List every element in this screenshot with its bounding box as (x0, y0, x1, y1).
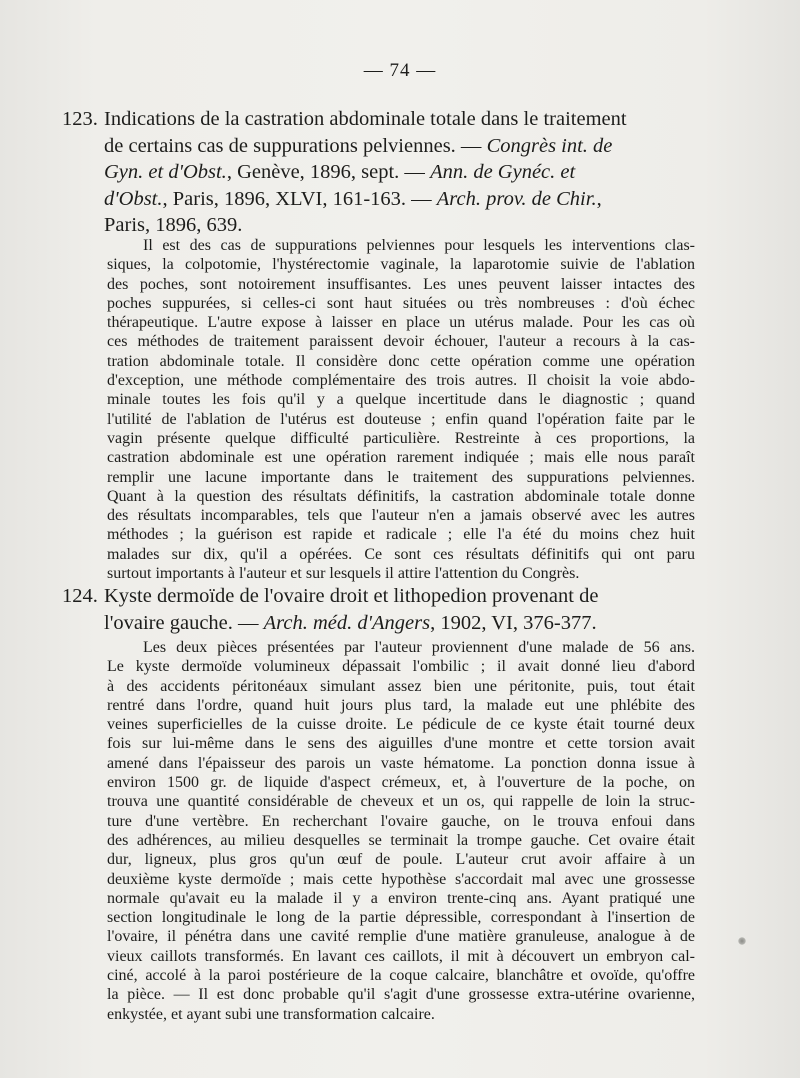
body-line: Il est des cas de suppurations pelviennes pour lesquels les interventions clas- (143, 237, 695, 254)
body-line: Les deux pièces présentées par l'auteur proviennent d'une malade de 56 ans. (143, 639, 695, 656)
body-line: à des accidents péritonéaux simulant assez bien une péritonite, puis, tout était (107, 677, 695, 695)
body-line: la pièce. — Il est donc probable qu'il s'agit d'une grossesse extra-utérine ovarienne, (107, 986, 695, 1004)
body-line: Le kyste dermoïde volumineux dépassait l'ombilic ; il avait donné lieu d'abord (107, 658, 695, 676)
entry-123-number: 123. (62, 108, 98, 130)
body-line: méthodes ; la guérison est rapide et radicale ; elle l'a été du moins chez huit (107, 526, 695, 544)
body-line: deuxième kyste dermoïde ; mais cette hypothèse s'accordait mal avec une grossesse (107, 870, 695, 888)
body-line: ces méthodes de traitement paraissent devoir échouer, l'auteur a recours à la cas- (107, 333, 695, 351)
body-line: Quant à la question des résultats définitifs, la castration abdominale totale donne (107, 487, 695, 505)
entry-123-title-line-1: 123. Indications de la castration abdominale totale dans le traitement (104, 106, 704, 133)
body-line: castration abdominale est une opération rarement indiquée ; mais elle nous paraît (107, 449, 695, 467)
body-line: remplir une lacune importante dans le traitement des suppurations pelviennes. (107, 468, 695, 486)
entry-123-abstract (107, 236, 695, 583)
body-line: vieux caillots transformés. En lavant ces caillots, il mit à découvert un embryon cal- (107, 947, 695, 965)
body-line: tration abdominale totale. Il considère donc cette opération comme une opération (107, 352, 695, 370)
entry-123-title-line-2: de certains cas de suppurations pelviennes. — Congrès int. de (104, 134, 613, 157)
citation-arch-med-angers: Arch. méd. d'Angers (263, 611, 431, 634)
body-line: des poches, sont notoirement insuffisantes. Les unes peuvent laisser intactes des (107, 275, 695, 293)
body-line: ture d'une vertèbre. En recherchant l'ovaire gauche, on le trouva enfoui dans (107, 812, 695, 830)
body-line: surtout importants à l'auteur et sur lesquels il attire l'attention du Congrès. (107, 565, 580, 583)
body-line: amené dans l'épaisseur des parois un vaste hématome. La ponction donna issue à (107, 754, 695, 772)
citation-congres: Congrès int. de (486, 134, 613, 157)
entry-124-abstract (107, 638, 695, 1024)
body-line: ciné, accolé à la paroi postérieure de la coque calcaire, blanchâtre et ovoïde, qu'offre (107, 967, 695, 985)
citation-obst: d'Obst. (104, 187, 163, 210)
entry-124-title-line-1: 124. Kyste dermoïde de l'ovaire droit et lithopedion provenant de (104, 583, 704, 610)
body-line: trouva une quantité considérable de cheveux et un os, qui rappelle de loin la struc- (107, 793, 695, 811)
body-line: poches suppurées, si celles-ci sont haut situées ou très nombreuses : d'où échec (107, 294, 695, 312)
citation-gyn-obst: Gyn. et d'Obst. (104, 161, 227, 183)
body-line: veines superficielles de la cuisse droite. Le pédicule de ce kyste était tourné deux (107, 716, 695, 734)
body-line: l'utilité de l'ablation de l'utérus est douteuse ; enfin quand l'opération faite par le (107, 410, 695, 428)
entry-124-number: 124. (62, 585, 98, 607)
body-line: enkystée, et ayant subi une transformation calcaire. (107, 1005, 435, 1023)
body-line: d'exception, une méthode complémentaire des trois autres. Il choisit la voie abdo- (107, 372, 695, 390)
paper-speck (738, 937, 746, 945)
citation-arch-prov: Arch. prov. de Chir. (436, 187, 597, 210)
body-line: des résultats incomparables, tels que l'auteur n'en a jamais observé avec les autres (107, 507, 695, 525)
body-line: fois sur lui-même dans le sens des aiguilles d'une montre et cette torsion avait (107, 735, 695, 753)
page-number: — 74 — (363, 60, 437, 81)
body-line: rentré dans l'ordre, quand huit jours plus tard, la malade eut une phlébite des (107, 696, 695, 714)
citation-ann-gynec: Ann. de Gynéc. et (430, 161, 576, 183)
entry-124-title (62, 583, 704, 636)
entry-124-title-line-2: l'ovaire gauche. — Arch. méd. d'Angers, 1902, VI, 376-377. (104, 611, 597, 634)
entry-123-title-line-4: d'Obst., Paris, 1896, XLVI, 161-163. — Arch. prov. de Chir., (104, 187, 602, 210)
body-line: dur, ligneux, plus gros qu'un œuf de poule. L'auteur crut avoir affaire à un (107, 851, 695, 869)
entry-123-title-line-3: Gyn. et d'Obst., Genève, 1896, sept. — Ann. de Gynéc. et (104, 161, 576, 183)
body-line: section longitudinale le long de la partie dépressible, correspondant à l'insertion de (107, 909, 695, 927)
body-line: l'ovaire, il pénétra dans une cavité remplie d'une matière granuleuse, analogue à de (107, 928, 695, 946)
body-line: thérapeutique. L'autre expose à laisser en place un utérus malade. Pour les cas où (107, 314, 695, 332)
body-line: environ 1500 gr. de liquide d'aspect crémeux, et, à l'ouverture de la poche, on (107, 774, 695, 792)
body-line: malades sur dix, qu'il a opérées. Ce sont ces résultats définitifs qui ont paru (107, 545, 695, 563)
body-line: normale qu'avait eu la malade il y a environ trente-cinq ans. Ayant pratiqué une (107, 889, 695, 907)
entry-123-title-line-5: Paris, 1896, 639. (104, 214, 243, 236)
body-line: vagin présente quelque difficulté particulière. Restreinte à ces proportions, la (107, 429, 695, 447)
body-line: siques, la colpotomie, l'hystérectomie vaginale, la laparotomie suivie de l'ablation (107, 256, 695, 274)
body-line: minale toutes les fois qu'il y a quelque incertitude dans le diagnostic ; quand (107, 391, 695, 409)
body-line: des adhérences, au milieu desquelles se terminait la trompe gauche. Cet ovaire était (107, 831, 695, 849)
entry-123-title (62, 106, 704, 239)
